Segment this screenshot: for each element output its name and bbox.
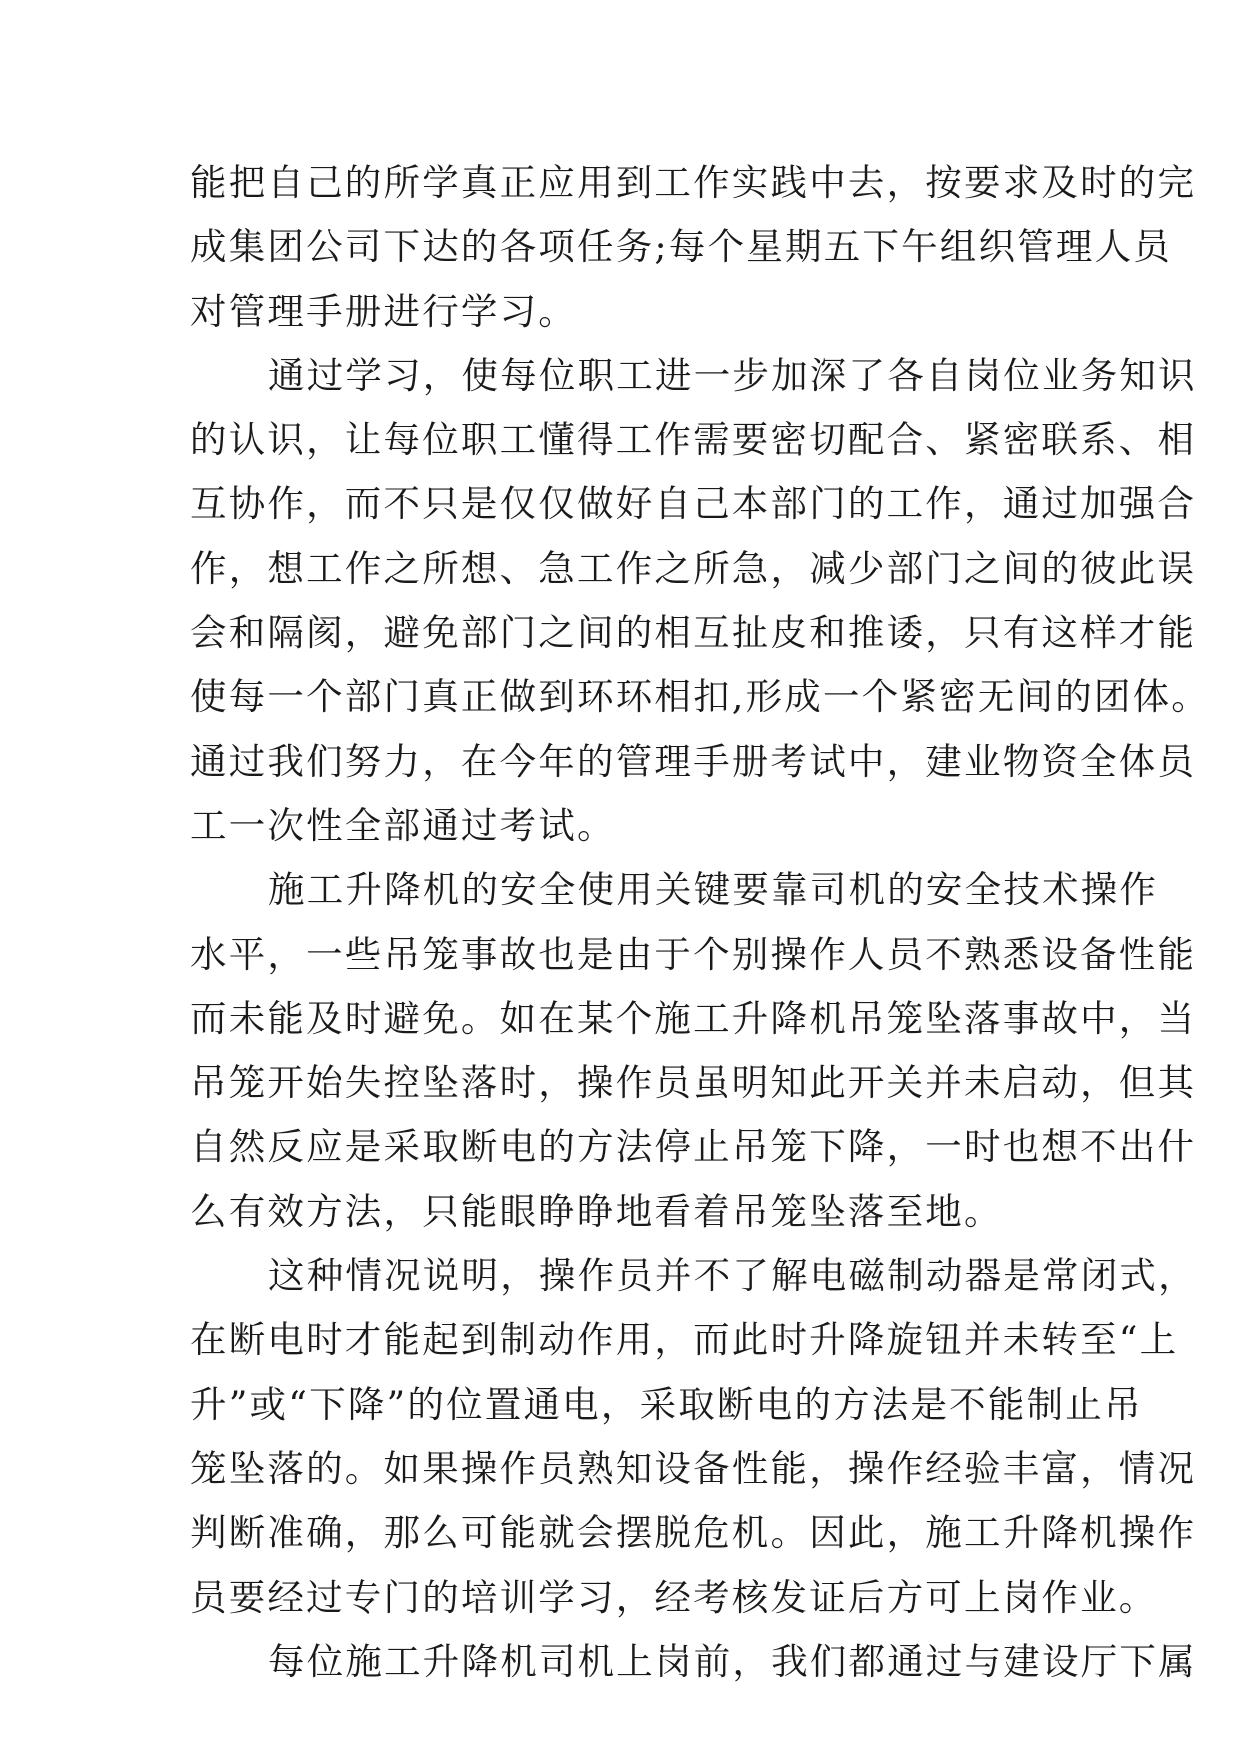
text-line: 作，想工作之所想、急工作之所急，减少部门之间的彼此误 xyxy=(190,546,1197,590)
paragraph-first-line: 这种情况说明，操作员并不了解电磁制动器是常闭式， xyxy=(268,1254,1197,1298)
text-line: 水平，一些吊笼事故也是由于个别操作人员不熟悉设备性能 xyxy=(190,932,1197,976)
text-line: 对管理手册进行学习。 xyxy=(190,289,577,333)
paragraph-first-line: 每位施工升降机司机上岗前，我们都通过与建设厅下属 xyxy=(268,1639,1197,1683)
text-line: 自然反应是采取断电的方法停止吊笼下降，一时也想不出什 xyxy=(190,1125,1197,1169)
text-line: 会和隔阂，避免部门之间的相互扯皮和推诿，只有这样才能 xyxy=(190,611,1197,655)
text-line: 通过我们努力，在今年的管理手册考试中，建业物资全体员 xyxy=(190,739,1197,783)
document-body xyxy=(190,151,1211,1694)
text-line: 能把自己的所学真正应用到工作实践中去，按要求及时的完 xyxy=(190,161,1197,204)
text-line: 吊笼开始失控坠落时，操作员虽明知此开关并未启动，但其 xyxy=(190,1061,1197,1105)
text-line: 而未能及时避免。如在某个施工升降机吊笼坠落事故中，当 xyxy=(190,996,1197,1040)
text-line: 升”或“下降”的位置通电，采取断电的方法是不能制止吊 xyxy=(190,1382,1143,1426)
text-line: 么有效方法，只能眼睁睁地看着吊笼坠落至地。 xyxy=(190,1189,1003,1233)
text-line: 互协作，而不只是仅仅做好自己本部门的工作，通过加强合 xyxy=(190,482,1197,526)
text-line: 的认识，让每位职工懂得工作需要密切配合、紧密联系、相 xyxy=(190,418,1197,462)
text-line: 员要经过专门的培训学习，经考核发证后方可上岗作业。 xyxy=(190,1575,1158,1619)
text-line: 使每一个部门真正做到环环相扣,形成一个紧密无间的团体。 xyxy=(190,675,1211,719)
text-line: 在断电时才能起到制动作用，而此时升降旋钮并未转至“上 xyxy=(190,1318,1179,1362)
paragraph-first-line: 通过学习，使每位职工进一步加深了各自岗位业务知识 xyxy=(268,353,1197,397)
text-line: 工一次性全部通过考试。 xyxy=(190,803,616,847)
text-line: 笼坠落的。如果操作员熟知设备性能，操作经验丰富，情况 xyxy=(190,1446,1197,1490)
paragraph-first-line: 施工升降机的安全使用关键要靠司机的安全技术操作 xyxy=(268,868,1159,912)
text-line: 判断准确，那么可能就会摆脱危机。因此，施工升降机操作 xyxy=(190,1511,1197,1555)
text-line: 成集团公司下达的各项任务;每个星期五下午组织管理人员 xyxy=(190,225,1172,269)
